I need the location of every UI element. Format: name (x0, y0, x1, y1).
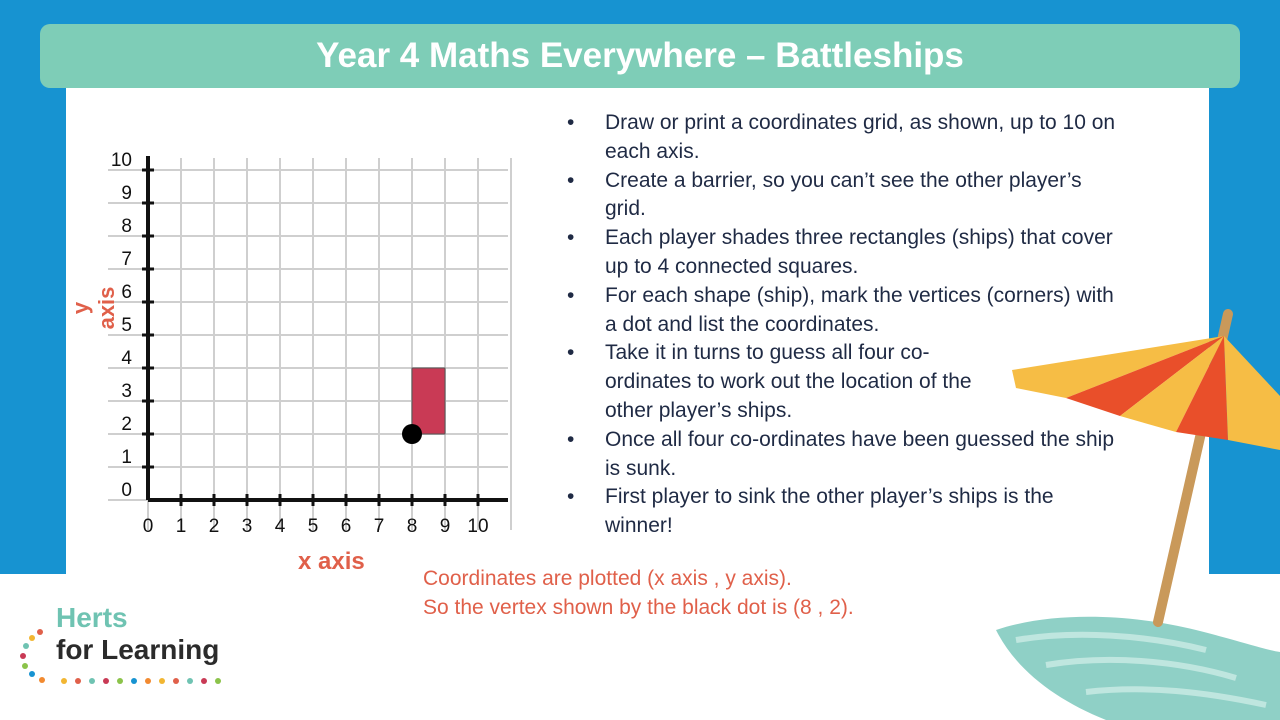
y-tick-label: 4 (121, 348, 132, 369)
y-tick-label: 9 (121, 183, 132, 204)
vertex-dot (402, 424, 422, 444)
x-tick-label: 10 (467, 516, 489, 537)
y-tick-label: 5 (121, 315, 132, 336)
x-tick-label: 1 (175, 516, 187, 537)
coordinate-grid (96, 140, 556, 550)
x-tick-label: 2 (208, 516, 220, 537)
y-tick-label: 3 (121, 381, 132, 402)
instruction-item: • Each player shades three rectangles (ships) that cover up to 4 connected squares. (567, 224, 1127, 282)
y-axis-title: y axis (68, 286, 119, 330)
x-tick-label: 6 (340, 516, 352, 537)
instruction-item: • First player to sink the other player’s ships is the winner! (567, 483, 1127, 541)
x-tick-label: 3 (241, 516, 253, 537)
y-tick-label: 1 (121, 447, 132, 468)
title-bar (40, 24, 1240, 88)
logo-swirl-icon (18, 626, 54, 716)
note-line: So the vertex shown by the black dot is (8 , 2). (423, 596, 854, 619)
ship-rectangle (412, 368, 445, 434)
x-axis-title: x axis (298, 548, 365, 575)
instruction-item: • Once all four co-ordinates have been guessed the ship is sunk. (567, 426, 1127, 484)
herts-for-learning-logo (18, 596, 244, 696)
note-line: Coordinates are plotted (x axis , y axis). (423, 567, 792, 590)
page-title: Year 4 Maths Everywhere – Battleships (316, 36, 964, 75)
beach-towel-icon (996, 617, 1280, 720)
x-tick-label: 5 (307, 516, 319, 537)
logo-learning-text: for Learning (56, 634, 220, 665)
coordinates-note (423, 564, 854, 622)
x-tick-label: 8 (406, 516, 418, 537)
x-tick-label: 4 (274, 516, 286, 537)
instruction-item: • For each shape (ship), mark the vertices (corners) with a dot and list the coordinates. (567, 282, 1127, 340)
y-tick-label: 2 (121, 414, 132, 435)
x-tick-label: 7 (373, 516, 385, 537)
logo-herts-text: Herts (56, 602, 128, 633)
y-tick-label: 8 (121, 216, 132, 237)
instruction-item: • Create a barrier, so you can’t see the other player’s grid. (567, 167, 1127, 225)
instruction-item: • Draw or print a coordinates grid, as shown, up to 10 on each axis. (567, 109, 1127, 167)
instruction-item: • Take it in turns to guess all four co-ordinates to work out the location of the other player’s ships. (567, 339, 985, 425)
x-tick-label: 9 (439, 516, 451, 537)
y-tick-label: 7 (121, 249, 132, 270)
x-tick-label: 0 (142, 516, 154, 537)
beach-umbrella-illustration (996, 300, 1280, 720)
logo-decoration-icon (58, 674, 238, 688)
y-tick-label: 10 (110, 150, 132, 171)
y-tick-label: 6 (121, 282, 132, 303)
y-tick-label: 0 (121, 480, 132, 501)
